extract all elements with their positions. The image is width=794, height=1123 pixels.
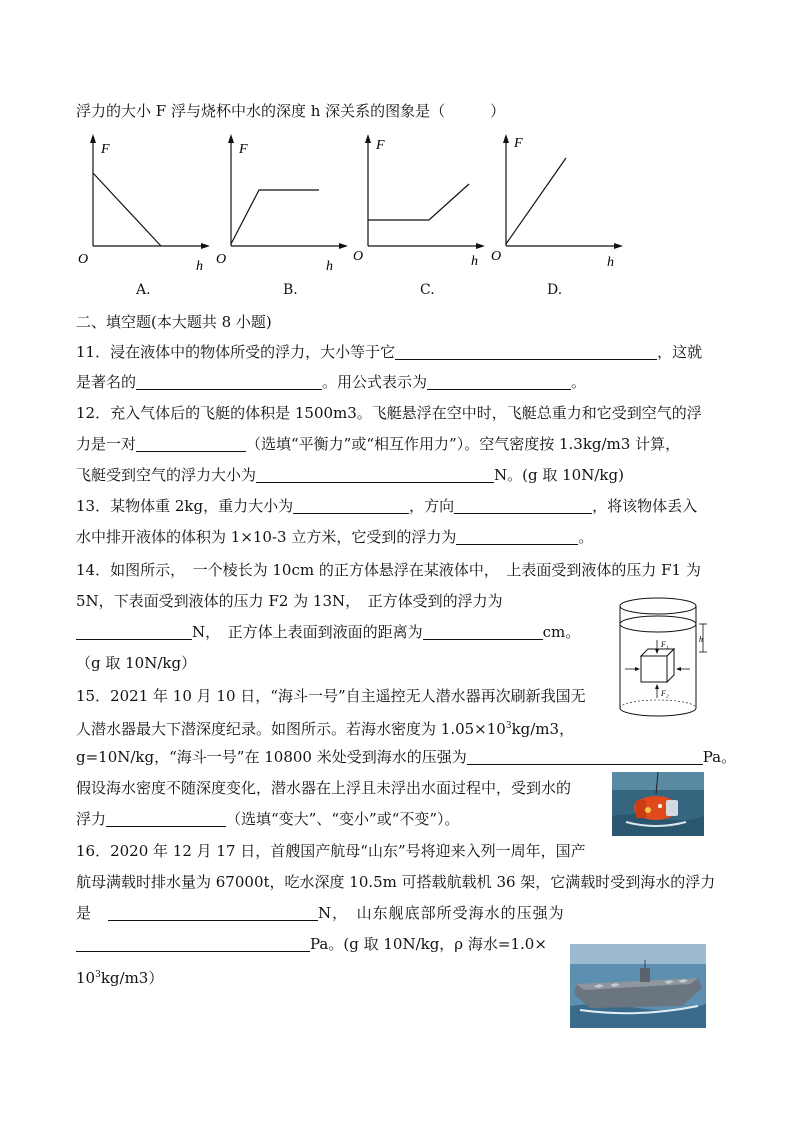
svg-text:O: O xyxy=(353,249,364,264)
f-label: F xyxy=(101,142,110,157)
q13-line1: 13．某物体重 2kg，重力大小为 ，方向 ，将该物体丢入 xyxy=(76,497,698,515)
graph-line xyxy=(231,190,319,244)
q15-line4: 假设海水密度不随深度变化，潜水器在上浮且未浮出水面过程中，受到水的 xyxy=(76,779,572,797)
q15-line1: 15．2021 年 10 月 10 日，“海斗一号”自主遥控无人潜水器再次刷新我国无 xyxy=(76,687,586,705)
q12-line2: 力是一对 （选填“平衡力”或“相互作用力”）。空气密度按 1.3kg/m3 计算， xyxy=(76,435,681,453)
cylinder-cube-figure xyxy=(615,590,715,720)
svg-text:h: h xyxy=(326,259,333,274)
x-arrow xyxy=(201,243,210,249)
q14-line2: 5N，下表面受到液体的压力 F2 为 13N， 正方体受到的浮力为 xyxy=(76,592,503,610)
q15-line2: 人潜水器最大下潜深度纪录。如图所示。若海水密度为 $1.05\times 10^3kg/m3$， xyxy=(76,720,575,738)
q15-line5: 浮力 （选填“变大”、“变小”或“不变”）。 xyxy=(76,810,460,828)
q14-blank-1[interactable] xyxy=(76,623,192,640)
option-label-d[interactable]: D. xyxy=(547,282,563,298)
fig-f2-label: F₂ xyxy=(661,689,669,698)
option-label-a[interactable]: A. xyxy=(136,282,151,298)
q11-blank-3[interactable] xyxy=(427,373,571,390)
svg-text:F: F xyxy=(514,136,523,151)
svg-text:h: h xyxy=(607,255,614,270)
q11-blank-1[interactable] xyxy=(395,343,657,360)
graph-line xyxy=(368,184,469,220)
carrier-island xyxy=(640,968,650,982)
q15-blank-2[interactable] xyxy=(106,810,226,827)
q16-line3: 是 N， 山东舰底部所受海水的压强为 xyxy=(76,904,565,922)
q15-line3: g=10N/kg，“海斗一号”在 10800 米处受到海水的压强为 Pa。 xyxy=(76,748,737,766)
fig-h-label: h xyxy=(699,635,703,644)
svg-text:O: O xyxy=(491,249,502,264)
aircraft-carrier-photo xyxy=(570,944,706,1028)
q11-line1: 11．浸在液体中的物体所受的浮力，大小等于它 ，这就 xyxy=(76,343,703,361)
option-label-b[interactable]: B. xyxy=(283,282,298,298)
q15-blank-1[interactable] xyxy=(467,748,703,765)
q13-blank-3[interactable] xyxy=(456,528,578,545)
graph-option-b[interactable] xyxy=(214,128,354,278)
origin-label: O xyxy=(78,252,89,267)
q14-line3: N， 正方体上表面到液面的距离为 cm。 xyxy=(76,622,580,642)
q16-line1: 16．2020 年 12 月 17 日，首艘国产航母“山东”号将迎来入列一周年，国产 xyxy=(76,842,586,860)
option-label-c[interactable]: C. xyxy=(420,282,435,298)
q16-line4: Pa。(g 取 10N/kg，ρ 海水=1.0× xyxy=(76,934,547,954)
q12-blank-2[interactable] xyxy=(256,466,494,483)
q11-line2: 是著名的 。用公式表示为 。 xyxy=(76,373,587,391)
graph-option-d[interactable] xyxy=(489,128,629,278)
q12-line3: 飞艇受到空气的浮力大小为 N。(g 取 10N/kg) xyxy=(76,466,624,484)
graph-option-c[interactable] xyxy=(351,128,491,278)
q14-line1: 14．如图所示， 一个棱长为 10cm 的正方体悬浮在某液体中， 上表面受到液体的压力 F1 为 xyxy=(76,561,701,579)
y-arrow xyxy=(90,134,96,143)
q13-line2: 水中排开液体的体积为 1×10-3 立方米，它受到的浮力为 。 xyxy=(76,528,594,546)
q16-blank-2[interactable] xyxy=(76,935,310,952)
q13-blank-2[interactable] xyxy=(454,497,592,514)
graph-option-a[interactable] xyxy=(76,128,216,278)
q11-blank-2[interactable] xyxy=(136,373,322,390)
q13-blank-1[interactable] xyxy=(293,497,409,514)
svg-text:F: F xyxy=(239,142,248,157)
q14-line4: （g 取 10N/kg） xyxy=(76,654,197,672)
cube-front xyxy=(641,656,667,682)
q12-blank-1[interactable] xyxy=(136,435,246,452)
fig-f1-label: F₁ xyxy=(661,640,669,649)
svg-text:h: h xyxy=(471,254,478,269)
h-label: h xyxy=(196,259,203,274)
svg-text:O: O xyxy=(216,252,227,267)
graph-line xyxy=(93,173,161,246)
q16-line2: 航母满载时排水量为 67000t，吃水深度 10.5m 可搭载航载机 36 架，它满载时受到海水的浮力 xyxy=(76,873,716,891)
section-title: 二、填空题(本大题共 8 小题) xyxy=(76,313,272,331)
q16-blank-1[interactable] xyxy=(108,904,318,921)
q12-line1: 12．充入气体后的飞艇的体积是 1500m3。飞艇悬浮在空中时，飞艇总重力和它受到空气的浮 xyxy=(76,404,702,422)
graph-line xyxy=(506,158,566,244)
question-10-tail: 浮力的大小 F 浮与烧杯中水的深度 h 深关系的图象是（ ） xyxy=(76,102,506,120)
q14-blank-2[interactable] xyxy=(423,623,543,640)
q16-line5: $10^3kg/m3$） xyxy=(76,969,164,987)
submersible-photo xyxy=(612,772,704,836)
svg-text:F: F xyxy=(376,138,385,153)
